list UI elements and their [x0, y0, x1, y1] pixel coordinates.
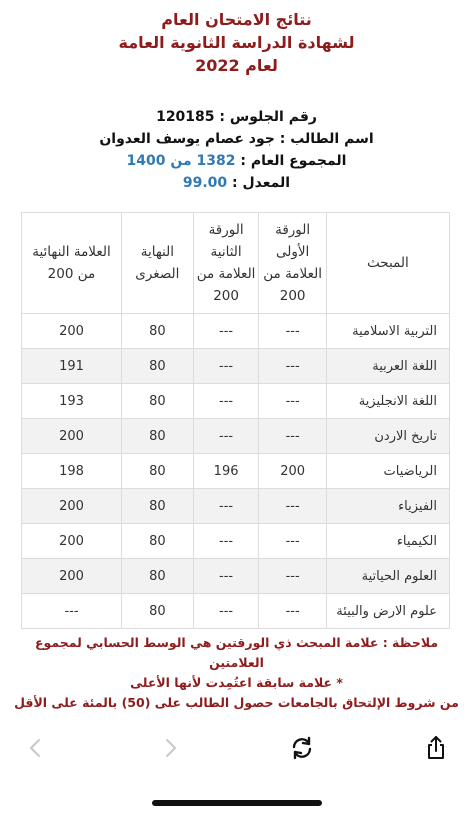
note-line-4: من شروط الإلتحاق بالجامعات حصول الطالب على (50) بالمئة على الأقل [14, 695, 459, 710]
share-button[interactable] [421, 733, 451, 763]
final-cell: 193 [22, 384, 122, 419]
subject-cell: اللغة العربية [326, 349, 449, 384]
min-cell: 80 [121, 559, 193, 594]
header-min: النهاية الصغرى [121, 213, 193, 314]
results-table [21, 212, 450, 629]
paper2-cell: 196 [193, 454, 259, 489]
table-row [22, 454, 450, 489]
paper2-cell: --- [193, 594, 259, 629]
header-paper1: الورقة الأولى العلامة من 200 [259, 213, 326, 314]
seat-label: رقم الجلوس : [219, 109, 317, 125]
student-name-line [0, 128, 473, 150]
final-cell: 200 [22, 489, 122, 524]
back-button[interactable] [21, 733, 51, 763]
header-final: العلامة النهائية من 200 [22, 213, 122, 314]
final-cell: 200 [22, 419, 122, 454]
table-row [22, 524, 450, 559]
subject-cell: علوم الارض والبيئة [326, 594, 449, 629]
paper2-cell: --- [193, 489, 259, 524]
min-cell: 80 [121, 384, 193, 419]
subject-cell: الرياضيات [326, 454, 449, 489]
table-row [22, 559, 450, 594]
table-row [22, 314, 450, 349]
average-line [0, 172, 473, 194]
subject-cell: التربية الاسلامية [326, 314, 449, 349]
paper2-cell: --- [193, 419, 259, 454]
chevron-left-icon [21, 733, 51, 763]
header-paper2: الورقة الثانية العلامة من 200 [193, 213, 259, 314]
share-icon [421, 733, 451, 763]
min-cell: 80 [121, 419, 193, 454]
name-label: اسم الطالب : [279, 131, 374, 147]
subject-cell: الفيزياء [326, 489, 449, 524]
note-line-3: * علامة سابقة اعتُمِدت لأنها الأعلى [130, 675, 343, 690]
min-cell: 80 [121, 314, 193, 349]
subject-cell: اللغة الانجليزية [326, 384, 449, 419]
final-cell: 191 [22, 349, 122, 384]
paper2-cell: --- [193, 559, 259, 594]
paper1-cell: --- [259, 384, 326, 419]
table-header-row [22, 213, 450, 314]
subject-cell: الكيمياء [326, 524, 449, 559]
final-cell: 200 [22, 524, 122, 559]
paper1-cell: --- [259, 419, 326, 454]
average-label: المعدل : [232, 175, 291, 191]
final-cell: 200 [22, 559, 122, 594]
final-cell: 200 [22, 314, 122, 349]
total-line [0, 150, 473, 172]
subject-cell: العلوم الحياتية [326, 559, 449, 594]
table-row [22, 419, 450, 454]
paper1-cell: 200 [259, 454, 326, 489]
average-value: 99.00 [182, 175, 228, 191]
paper1-cell: --- [259, 314, 326, 349]
min-cell: 80 [121, 454, 193, 489]
note-line-2: العلامتين [209, 655, 264, 670]
seat-number-line [0, 106, 473, 128]
paper2-cell: --- [193, 349, 259, 384]
student-info [0, 106, 473, 194]
home-indicator[interactable] [152, 800, 322, 806]
paper2-cell: --- [193, 314, 259, 349]
table-row [22, 489, 450, 524]
paper2-cell: --- [193, 384, 259, 419]
paper1-cell: --- [259, 559, 326, 594]
min-cell: 80 [121, 594, 193, 629]
paper1-cell: --- [259, 524, 326, 559]
total-value: 1382 من 1400 [126, 153, 236, 169]
paper1-cell: --- [259, 349, 326, 384]
table-row [22, 594, 450, 629]
note-line-1: ملاحظة : علامة المبحث ذي الورقتين هي الوسط الحسابي لمجموع [34, 635, 439, 650]
final-cell: 198 [22, 454, 122, 489]
table-row [22, 349, 450, 384]
reload-icon [287, 733, 317, 763]
total-label: المجموع العام : [240, 153, 347, 169]
reload-button[interactable] [287, 733, 317, 763]
table-row [22, 384, 450, 419]
subject-cell: تاريخ الاردن [326, 419, 449, 454]
min-cell: 80 [121, 489, 193, 524]
min-cell: 80 [121, 349, 193, 384]
notes-block [0, 633, 473, 713]
forward-button[interactable] [155, 733, 185, 763]
title-line-1: نتائج الامتحان العام [161, 10, 312, 29]
seat-number: 120185 [156, 109, 215, 125]
browser-toolbar [0, 733, 473, 763]
title-line-2: لشهادة الدراسة الثانوية العامة [118, 33, 355, 52]
student-name: جود عصام يوسف العدوان [99, 131, 275, 147]
paper1-cell: --- [259, 594, 326, 629]
header-subject: المبحث [326, 213, 449, 314]
chevron-right-icon [155, 733, 185, 763]
min-cell: 80 [121, 524, 193, 559]
final-cell: --- [22, 594, 122, 629]
title-line-3: لعام 2022 [195, 56, 278, 75]
paper2-cell: --- [193, 524, 259, 559]
paper1-cell: --- [259, 489, 326, 524]
results-title [0, 8, 473, 77]
